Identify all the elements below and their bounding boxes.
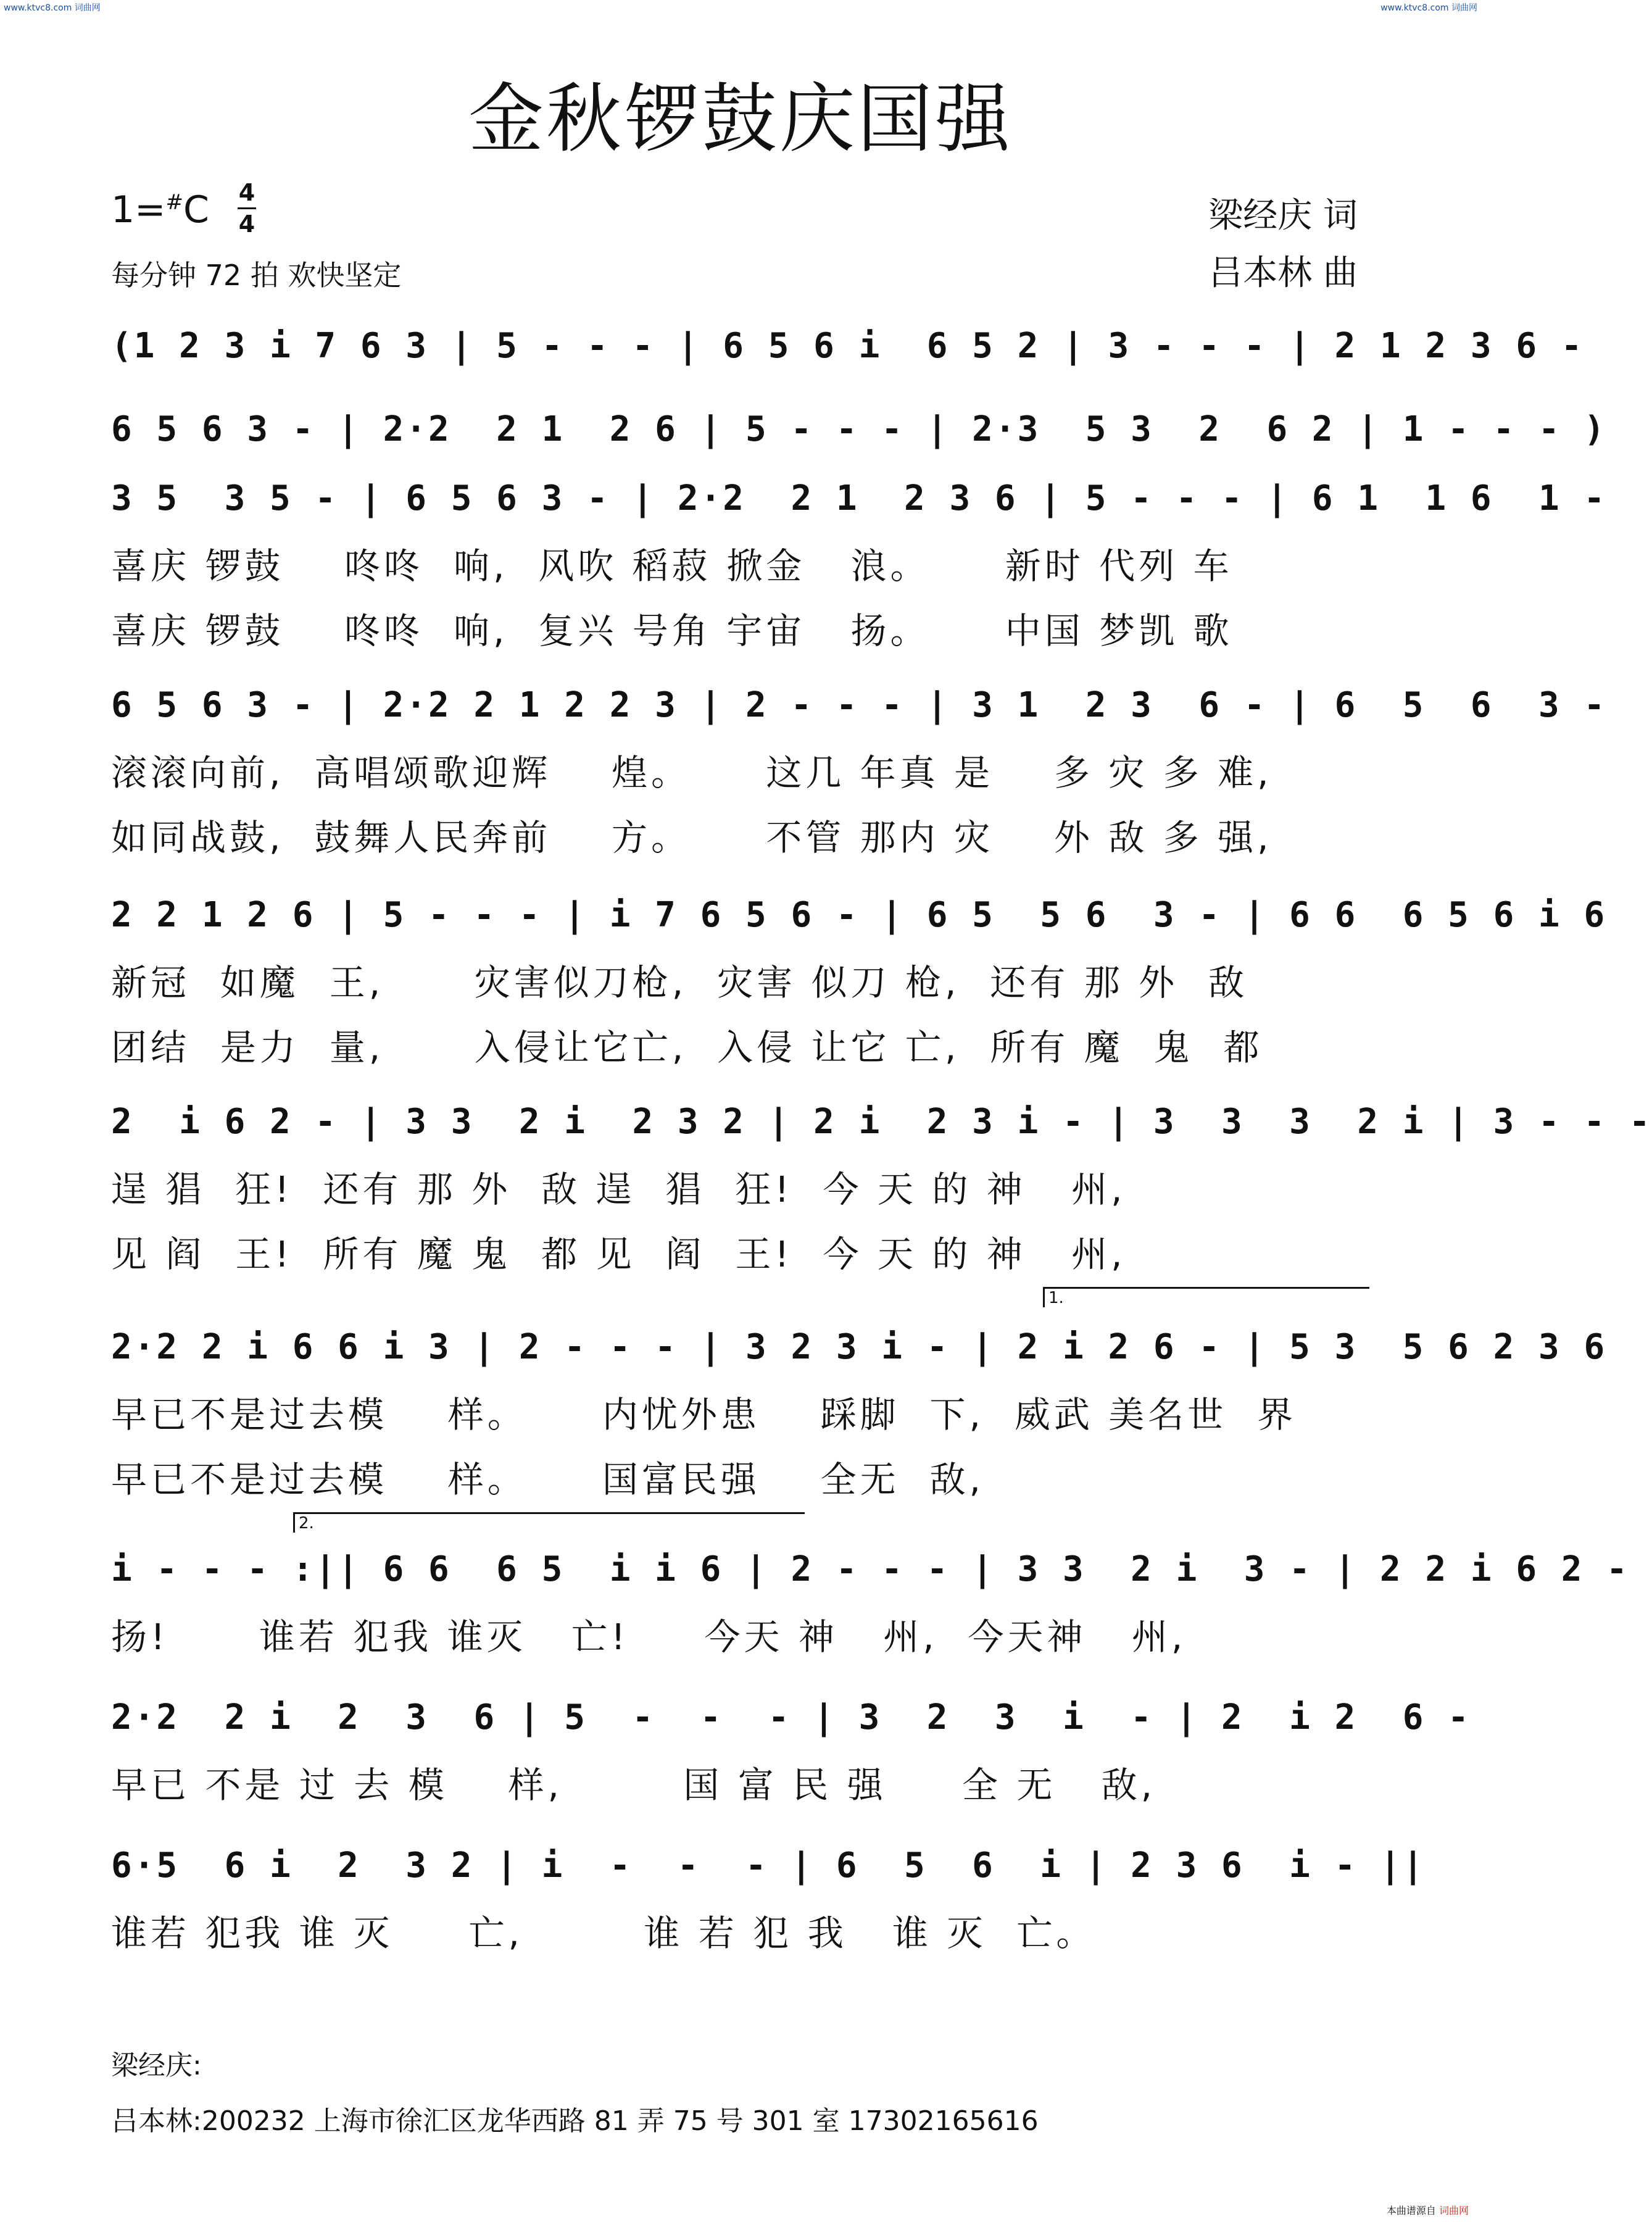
lyricist-credit: 梁经庆 词 (1208, 196, 1358, 236)
lyrics-4b: 如同战鼓, 鼓舞人民奔前 方。 不管 那内 灾 外 敌 多 强, (111, 817, 1272, 859)
notes-9: 2·2 2 i 2 3 6 | 5 - - - | 3 2 3 i - | 2 i 2 6 - (111, 1697, 1471, 1737)
notes-7: 2·2 2 i 6 6 i 3 | 2 - - - | 3 2 3 i - | 2 i 2 6 - | 5 3 5 6 2 3 6 (111, 1327, 1607, 1367)
lyrics-7a: 早已不是过去模 样。 内忧外患 踩脚 下, 威武 美名世 界 (111, 1394, 1297, 1436)
system-2 (111, 404, 1607, 460)
key-signature (111, 188, 209, 231)
system-7 (111, 1327, 1607, 1500)
lyrics-4a: 滚滚向前, 高唱颂歌迎辉 煌。 这几 年真 是 多 灾 多 难, (111, 752, 1272, 794)
lyrics-6a: 逞 猖 狂! 还有 那 外 敌 逞 猖 狂! 今 天 的 神 州, (111, 1168, 1126, 1210)
key-prefix: 1= (111, 188, 166, 231)
watermark-bottom (1387, 2203, 1469, 2217)
lyrics-3b: 喜庆 锣鼓 咚咚 响, 复兴 号角 宇宙 扬。 中国 梦凯 歌 (111, 610, 1233, 652)
notes-1: (1 2 3 i 7 6 3 | 5 - - - | 6 5 6 i 6 5 2 | 3 - - - | 2 1 2 3 6 - (111, 326, 1584, 366)
watermark-bottom-left: 本曲谱源自 (1386, 2205, 1436, 2216)
meter-divider (238, 207, 256, 209)
system-8 (111, 1549, 1629, 1660)
system-4 (111, 685, 1607, 859)
meter-bottom: 4 (238, 210, 255, 238)
watermark-left: www.ktvc8.com 词曲网 (4, 3, 101, 13)
lyrics-7b: 早已不是过去模 样。 国富民强 全无 敌, (111, 1458, 984, 1500)
notes-10: 6·5 6 i 2 3 2 | i - - - | 6 5 6 i | 2 3 6 i - || (111, 1845, 1426, 1886)
tempo-marking: 每分钟 72 拍 欢快坚定 (111, 259, 402, 292)
footer-line-1: 梁经庆: (111, 2050, 202, 2081)
volta-second: 2. (293, 1512, 805, 1533)
system-1 (111, 321, 1584, 377)
lyrics-5b: 团结 是力 量, 入侵让它亡, 入侵 让它 亡, 所有 魔 鬼 都 (111, 1026, 1263, 1068)
notes-4: 6 5 6 3 - | 2·2 2 1 2 2 3 | 2 - - - | 3 1 2 3 6 - | 6 5 6 3 - (111, 685, 1607, 725)
system-6 (111, 1102, 1652, 1275)
system-9 (111, 1697, 1471, 1808)
meter-top: 4 (238, 179, 255, 206)
lyrics-8a: 扬! 谁若 犯我 谁灭 亡! 今天 神 州, 今天神 州, (111, 1616, 1187, 1658)
notes-5: 2 2 1 2 6 | 5 - - - | i 7 6 5 6 - | 6 5 5 6 3 - | 6 6 6 5 6 i 6 (111, 895, 1607, 935)
time-signature (238, 179, 256, 238)
lyrics-5a: 新冠 如魔 王, 灾害似刀枪, 灾害 似刀 枪, 还有 那 外 敌 (111, 962, 1248, 1004)
notes-2: 6 5 6 3 - | 2·2 2 1 2 6 | 5 - - - | 2·3 5 3 2 6 2 | 1 - - - ) (111, 409, 1607, 449)
notes-6: 2 i 6 2 - | 3 3 2 i 2 3 2 | 2 i 2 3 i - | 3 3 3 2 i | 3 - - - (111, 1102, 1652, 1142)
lyrics-9a: 早已 不是 过 去 模 样, 国 富 民 强 全 无 敌, (111, 1764, 1156, 1806)
notes-3: 3 5 3 5 - | 6 5 6 3 - | 2·2 2 1 2 3 6 | 5 - - - | 6 1 1 6 1 - (111, 478, 1607, 518)
system-10 (111, 1845, 1426, 1957)
lyrics-6b: 见 阎 王! 所有 魔 鬼 都 见 阎 王! 今 天 的 神 州, (111, 1233, 1126, 1275)
notes-8: i - - - :|| 6 6 6 5 i i 6 | 2 - - - | 3 3 2 i 3 - | 2 2 i 6 2 - (111, 1549, 1629, 1589)
volta-first: 1. (1043, 1287, 1369, 1307)
watermark-right: www.ktvc8.com 词曲网 (1380, 3, 1477, 13)
lyrics-10a: 谁若 犯我 谁 灭 亡, 谁 若 犯 我 谁 灭 亡。 (111, 1912, 1096, 1954)
system-3 (111, 478, 1607, 652)
lyrics-3a: 喜庆 锣鼓 咚咚 响, 风吹 稻菽 掀金 浪。 新时 代列 车 (111, 545, 1233, 587)
composer-credit: 吕本林 曲 (1208, 253, 1358, 293)
watermark-bottom-right: 词曲网 (1438, 2205, 1469, 2216)
system-5 (111, 895, 1607, 1068)
song-title: 金秋锣鼓庆国强 (468, 75, 1013, 163)
key-sharp: # (165, 190, 183, 215)
footer-line-2: 吕本林:200232 上海市徐汇区龙华西路 81 弄 75 号 301 室 17302165616 (111, 2105, 1039, 2137)
key-note: C (183, 188, 209, 231)
